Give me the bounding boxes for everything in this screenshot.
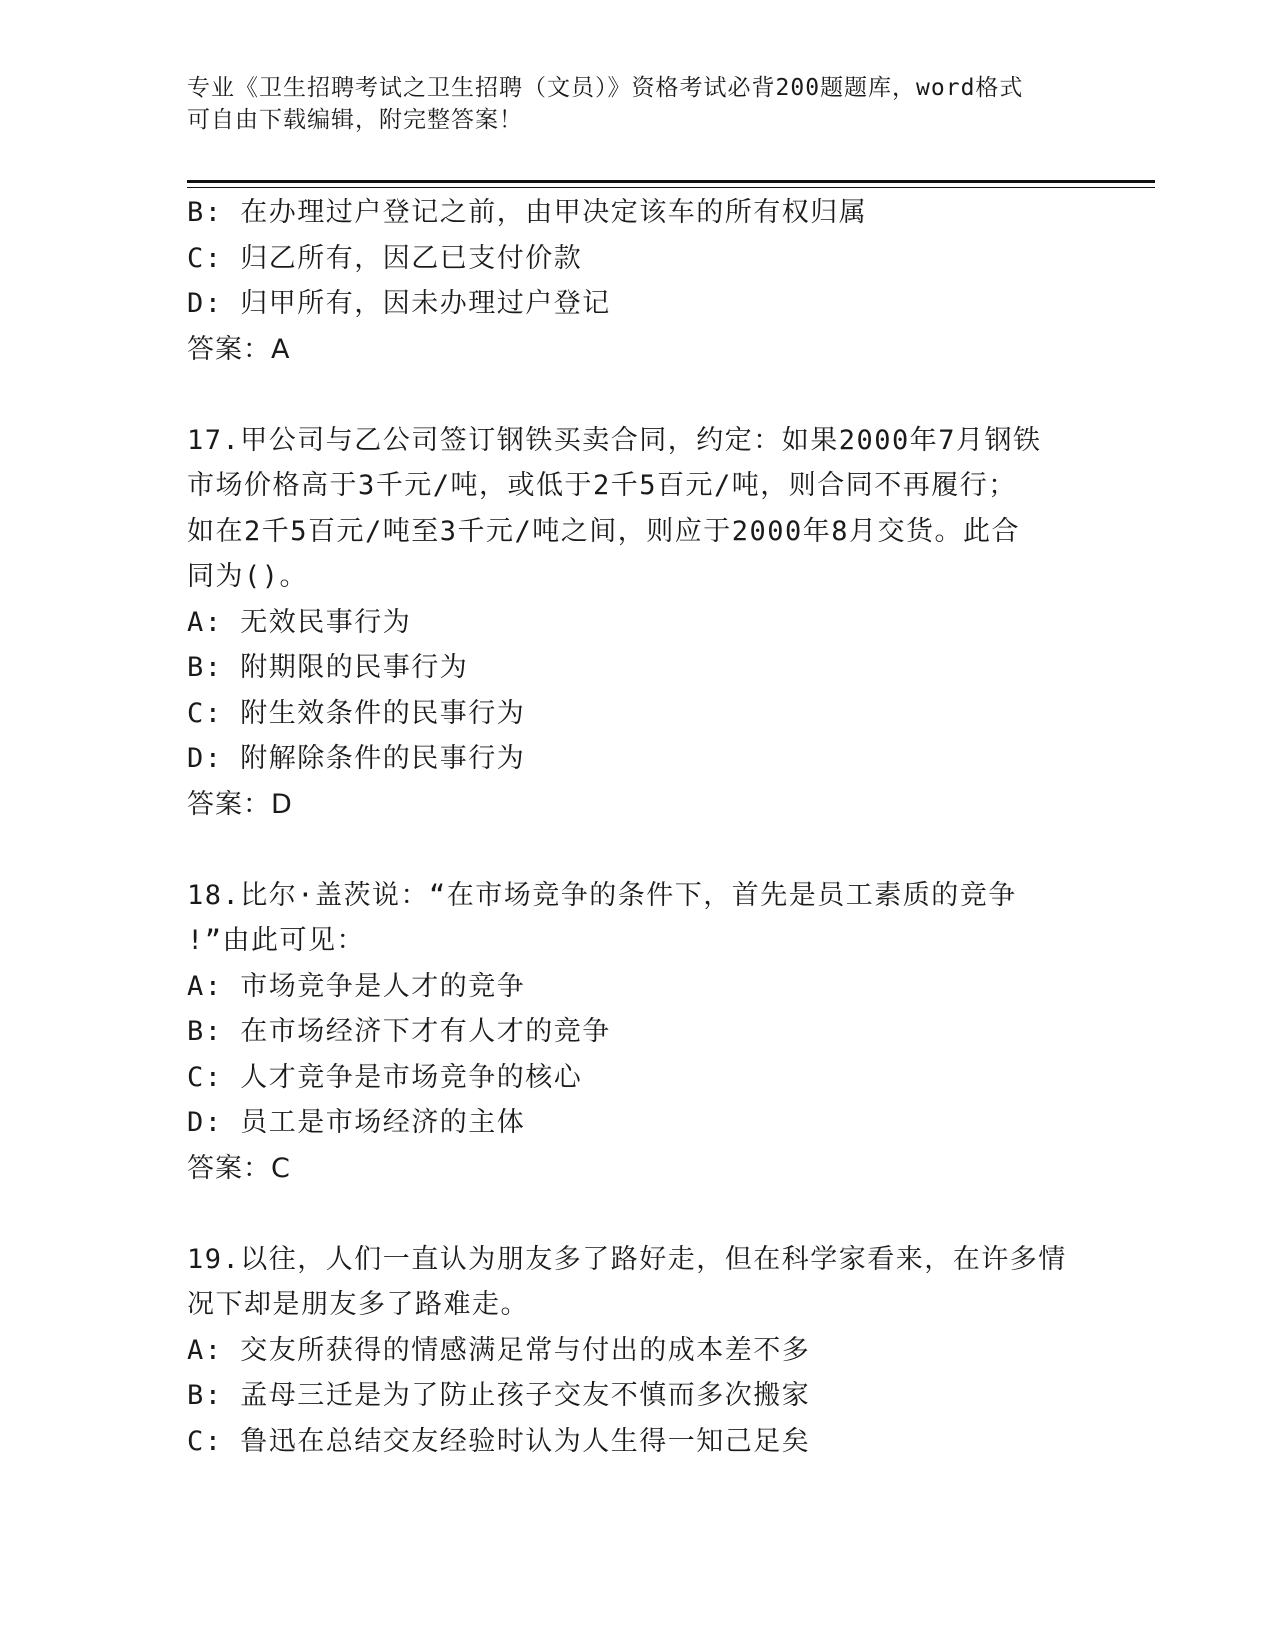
header-line-1: 专业《卫生招聘考试之卫生招聘（文员）》资格考试必背200题题库，word格式 xyxy=(187,75,1024,101)
q18-option-a: A: 市场竞争是人才的竞争 xyxy=(187,970,526,1002)
q17-option-d: D: 附解除条件的民事行为 xyxy=(187,743,526,774)
q17-option-b: B: 附期限的民事行为 xyxy=(187,652,469,683)
question-19 xyxy=(187,1237,1087,1465)
q17-option-a: A: 无效民事行为 xyxy=(187,606,412,638)
q19-stem-line-1: 19.以往，人们一直认为朋友多了路好走，但在科学家看来，在许多情 xyxy=(187,1243,1067,1275)
document-body xyxy=(187,190,1087,1464)
q16-answer: 答案：A xyxy=(187,333,291,365)
q19-option-c: C: 鲁迅在总结交友经验时认为人生得一知己足矣 xyxy=(187,1425,811,1457)
q19-stem-line-2: 况下却是朋友多了路难走。 xyxy=(187,1289,529,1320)
q18-answer: 答案：C xyxy=(187,1152,291,1184)
question-18 xyxy=(187,873,1087,1192)
q16-option-b: B: 在办理过户登记之前，由甲决定该车的所有权归属 xyxy=(187,197,868,228)
header-line-2: 可自由下载编辑，附完整答案！ xyxy=(187,107,523,133)
document-header xyxy=(187,72,1087,136)
q19-option-a: A: 交友所获得的情感满足常与付出的成本差不多 xyxy=(187,1334,811,1366)
question-17 xyxy=(187,418,1087,828)
header-rule-thin xyxy=(187,187,1155,188)
q18-option-b: B: 在市场经济下才有人才的竞争 xyxy=(187,1016,611,1047)
q18-option-d: D: 员工是市场经济的主体 xyxy=(187,1107,526,1138)
q18-stem-line-1: 18.比尔·盖茨说：“在市场竞争的条件下，首先是员工素质的竞争 xyxy=(187,879,1017,911)
q18-stem-line-2: !”由此可见： xyxy=(187,925,366,956)
q19-option-b: B: 孟母三迁是为了防止孩子交友不慎而多次搬家 xyxy=(187,1380,811,1411)
q16-option-c: C: 归乙所有，因乙已支付价款 xyxy=(187,242,583,274)
q17-stem-line-2: 市场价格高于3千元/吨，或低于2千5百元/吨，则合同不再履行； xyxy=(187,470,1017,501)
q17-answer: 答案：D xyxy=(187,788,293,820)
q17-option-c: C: 附生效条件的民事行为 xyxy=(187,697,526,729)
q17-stem-line-1: 17.甲公司与乙公司签订钢铁买卖合同，约定：如果2000年7月钢铁 xyxy=(187,424,1042,456)
q18-option-c: C: 人才竞争是市场竞争的核心 xyxy=(187,1061,583,1093)
q17-stem-line-3: 如在2千5百元/吨至3千元/吨之间，则应于2000年8月交货。此合 xyxy=(187,515,1021,547)
header-rule-thick xyxy=(187,180,1155,183)
q17-stem-line-4: 同为()。 xyxy=(187,561,309,592)
q16-option-d: D: 归甲所有，因未办理过户登记 xyxy=(187,288,611,319)
question-16 xyxy=(187,190,1087,372)
